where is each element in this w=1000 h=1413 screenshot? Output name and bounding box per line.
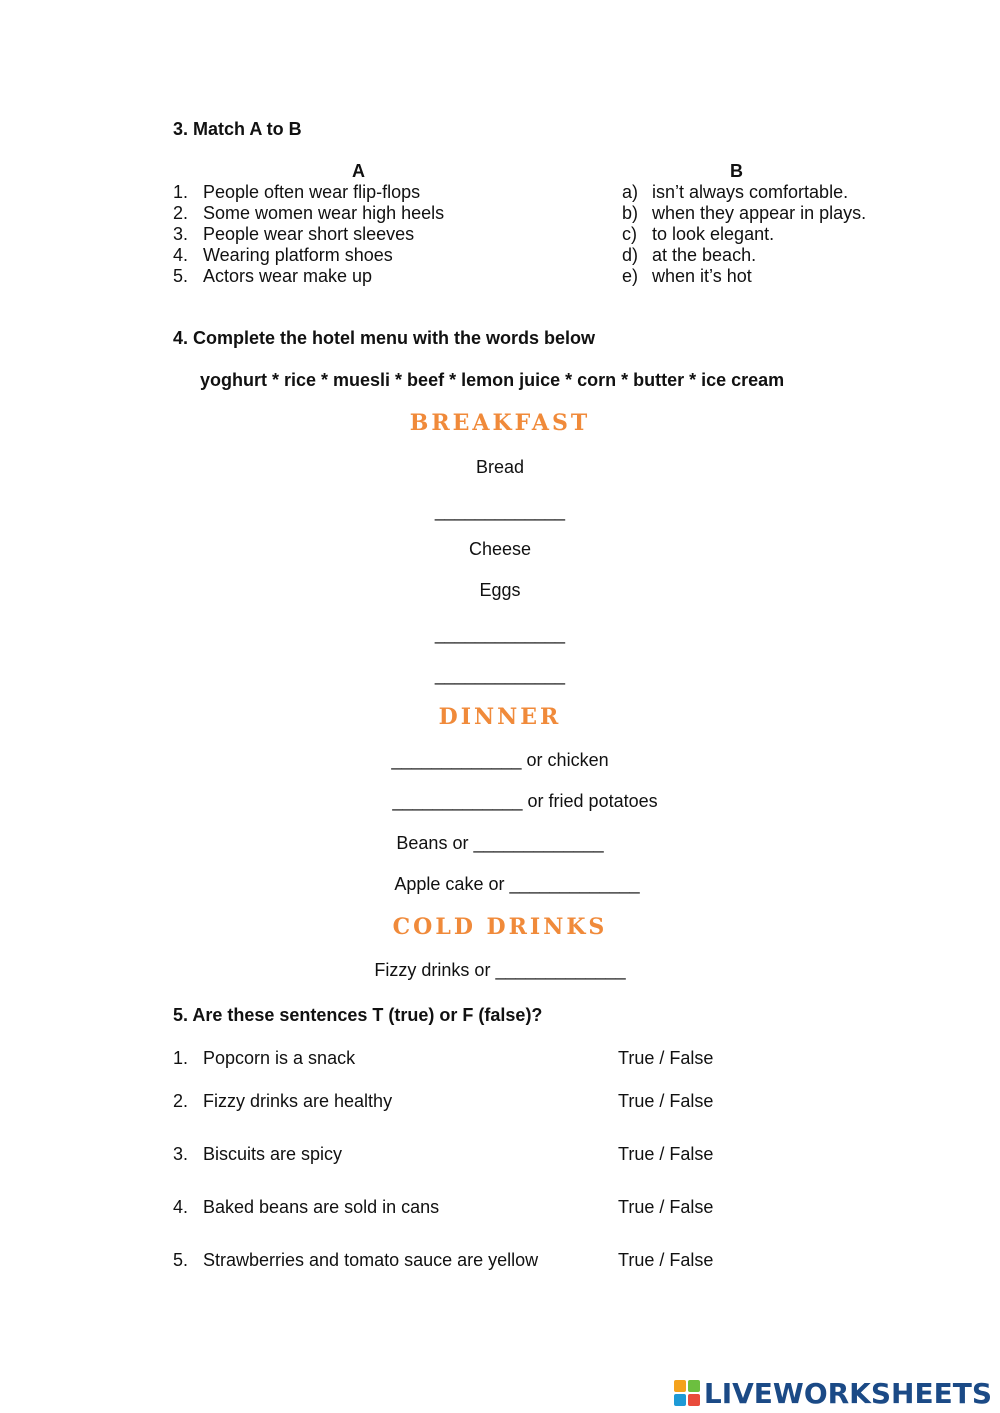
menu-item: Cheese [468,539,532,559]
list-item-letter: e) [622,266,639,286]
answer-blank[interactable]: _____________ [434,624,566,644]
menu-item[interactable]: _____________ or chicken [391,750,609,770]
menu-item[interactable]: _____________ or fried potatoes [392,791,658,811]
menu-item[interactable]: Fizzy drinks or _____________ [374,960,626,980]
list-item-number: 5. [173,1250,189,1270]
list-item-letter: b) [622,203,639,223]
list-item-number: 4. [173,1197,189,1217]
list-item-number: 2. [173,1091,189,1111]
menu-item: Eggs [479,580,521,600]
answer-blank[interactable]: _____________ [434,501,566,521]
list-item: People often wear flip-flops [203,182,421,202]
statement: Strawberries and tomato sauce are yellow [203,1250,539,1270]
true-false-select[interactable]: True / False [618,1250,714,1270]
list-item-number: 1. [173,1048,189,1068]
column-b-header: B [730,161,743,181]
list-item: when it’s hot [652,266,752,286]
true-false-select[interactable]: True / False [618,1048,714,1068]
list-item-number: 1. [173,182,189,202]
list-item-letter: d) [622,245,639,265]
list-item-letter: a) [622,182,639,202]
list-item: to look elegant. [652,224,775,244]
brand-name: LIVEWORKSHEETS [703,1376,992,1410]
true-false-select[interactable]: True / False [618,1144,714,1164]
statement: Popcorn is a snack [203,1048,356,1068]
liveworksheets-logo [674,1376,992,1410]
list-item: Some women wear high heels [203,203,445,223]
word-bank: yoghurt * rice * muesli * beef * lemon juice * corn * butter * ice cream [200,370,785,390]
list-item: Wearing platform shoes [203,245,393,265]
list-item: People wear short sleeves [203,224,415,244]
statement: Fizzy drinks are healthy [203,1091,393,1111]
true-false-select[interactable]: True / False [618,1091,714,1111]
statement: Baked beans are sold in cans [203,1197,440,1217]
menu-item[interactable]: Apple cake or _____________ [394,874,640,894]
dinner-heading: DINNER [438,704,562,730]
column-a-header: A [352,161,365,181]
menu-item: Bread [475,457,525,477]
section-4-heading: 4. Complete the hotel menu with the words below [173,328,596,348]
list-item: Actors wear make up [203,266,373,286]
list-item-number: 4. [173,245,189,265]
section-3-heading: 3. Match A to B [173,119,302,139]
true-false-select[interactable]: True / False [618,1197,714,1217]
breakfast-heading: BREAKFAST [409,410,591,436]
section-5-heading: 5. Are these sentences T (true) or F (false)? [173,1005,543,1025]
answer-blank[interactable]: _____________ [434,665,566,685]
list-item: isn’t always comfortable. [652,182,849,202]
statement: Biscuits are spicy [203,1144,343,1164]
list-item-number: 5. [173,266,189,286]
list-item: at the beach. [652,245,757,265]
list-item: when they appear in plays. [652,203,867,223]
list-item-number: 3. [173,224,189,244]
menu-item[interactable]: Beans or _____________ [396,833,604,853]
list-item-number: 3. [173,1144,189,1164]
liveworksheets-icon [674,1380,700,1406]
list-item-letter: c) [622,224,637,244]
cold-drinks-heading: COLD DRINKS [392,914,608,940]
list-item-number: 2. [173,203,189,223]
